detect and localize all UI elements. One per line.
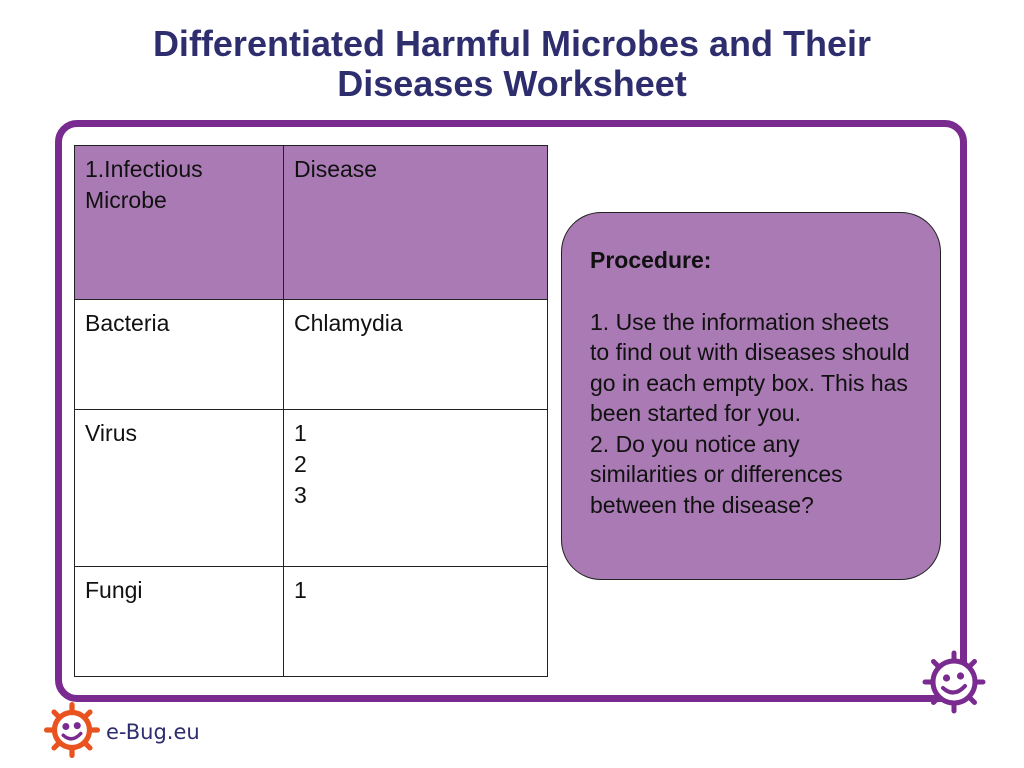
footer-brand: e-Bug.eu bbox=[106, 720, 200, 744]
cell-disease-bacteria[interactable] bbox=[284, 300, 548, 410]
disease-entry: 3 bbox=[294, 482, 307, 508]
disease-entry: 2 bbox=[294, 451, 307, 477]
header-cell-disease: Disease bbox=[284, 146, 548, 300]
microbe-disease-table bbox=[74, 145, 548, 677]
page-title-line-2: Diseases Worksheet bbox=[337, 63, 687, 104]
cell-disease-fungi[interactable] bbox=[284, 567, 548, 677]
header-cell-microbe bbox=[75, 146, 284, 300]
disease-entry: Chlamydia bbox=[294, 310, 403, 336]
procedure-step-1: 1. Use the information sheets to find out with diseases should go in each empty box. This has been started for you. bbox=[590, 308, 910, 426]
table-row bbox=[75, 567, 548, 677]
disease-entry: 1 bbox=[294, 420, 307, 446]
procedure-box bbox=[561, 212, 941, 580]
procedure-step-2: 2. Do you notice any similarities or differences between the disease? bbox=[590, 430, 843, 518]
cell-microbe-bacteria: Bacteria bbox=[75, 300, 284, 410]
procedure-title: Procedure: bbox=[590, 247, 712, 273]
cell-microbe-fungi: Fungi bbox=[75, 567, 284, 677]
e-bug-logo-icon bbox=[44, 702, 100, 758]
disease-entry: 1 bbox=[294, 577, 307, 603]
cell-microbe-virus: Virus bbox=[75, 410, 284, 567]
table-header-row bbox=[75, 146, 548, 300]
header-microbe-line-1: 1.Infectious bbox=[85, 156, 203, 182]
page-title-line-1: Differentiated Harmful Microbes and Their bbox=[152, 23, 872, 64]
page-title bbox=[0, 24, 1024, 104]
table-row bbox=[75, 300, 548, 410]
cell-disease-virus[interactable] bbox=[284, 410, 548, 567]
header-microbe-line-2: Microbe bbox=[85, 187, 167, 213]
table-row bbox=[75, 410, 548, 567]
e-bug-microbe-icon bbox=[922, 650, 986, 714]
